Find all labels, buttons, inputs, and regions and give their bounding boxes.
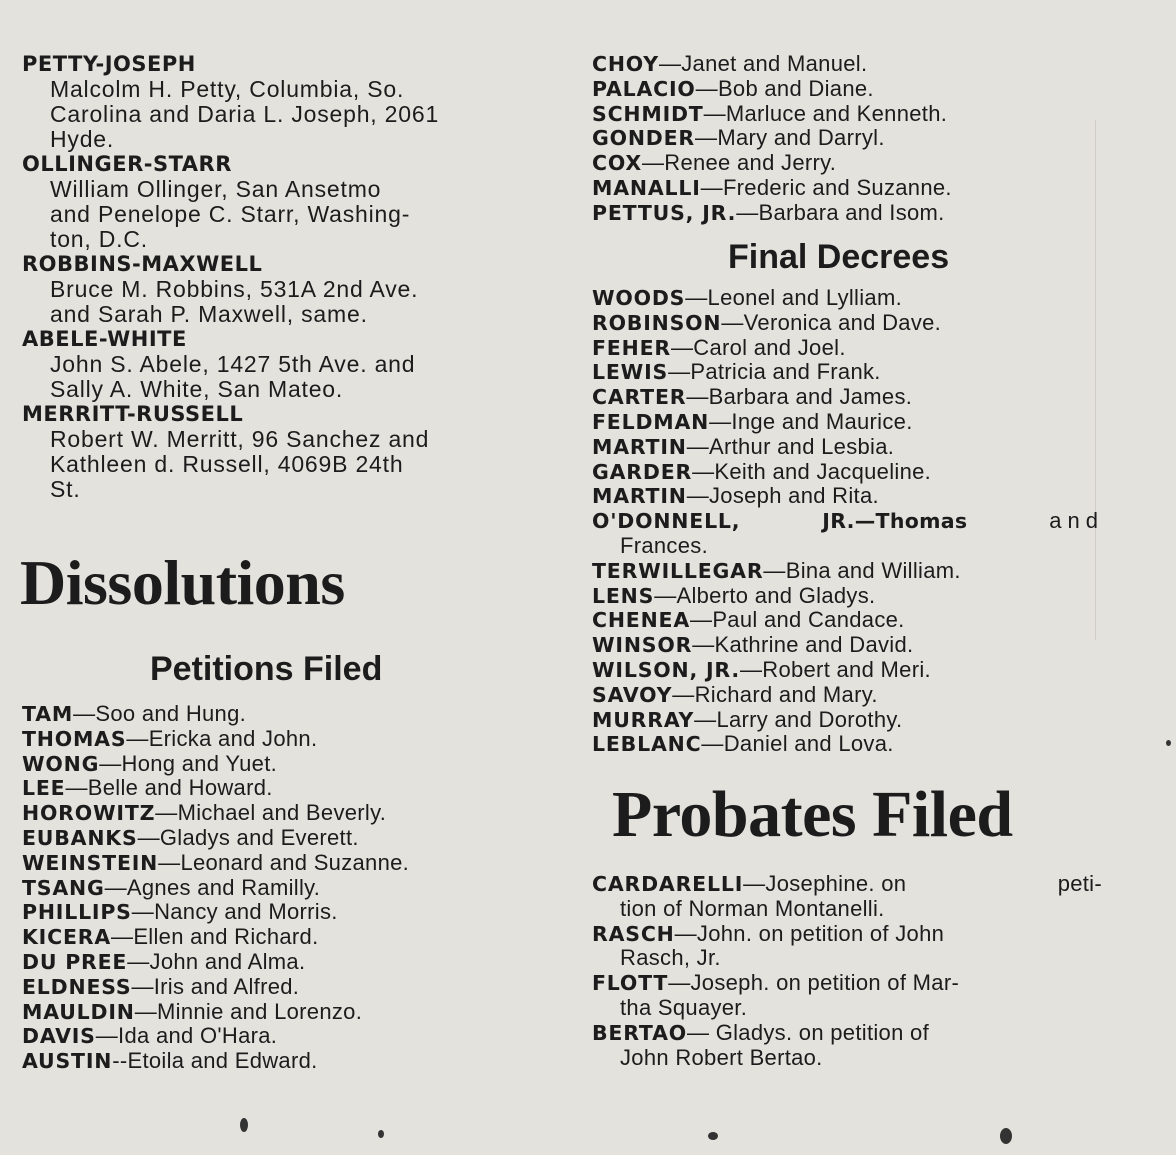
entry-detail: —Robert and Meri. — [739, 656, 931, 682]
entry-name: DU PREE — [22, 949, 128, 974]
list-item — [22, 727, 542, 752]
list-item — [592, 201, 1104, 226]
final-decrees-list — [592, 286, 1104, 757]
entry-name: GARDER — [592, 459, 693, 484]
list-item — [592, 311, 1104, 336]
probates-filed-heading: Probates Filed — [612, 778, 1013, 851]
entry-detail: —Iris and Alfred. — [131, 973, 300, 999]
entry-name: WONG — [22, 751, 100, 776]
list-item — [592, 360, 1104, 385]
list-item — [592, 971, 1102, 996]
entry-name: GONDER — [592, 126, 696, 151]
list-item — [592, 484, 1104, 509]
entry-detail: —Leonard and Suzanne. — [158, 849, 410, 875]
entry-name: TAM — [22, 702, 74, 726]
list-item-continuation: tha Squayer. — [620, 994, 748, 1020]
entry-name: DAVIS — [22, 1024, 96, 1049]
entry-detail: —Gladys and Everett. — [137, 824, 359, 850]
entry-name: MARTIN — [592, 484, 687, 509]
list-item — [22, 801, 542, 826]
dissolutions-heading: Dissolutions — [20, 547, 345, 618]
entry-name: TERWILLEGAR — [592, 558, 764, 583]
entry-name: THOMAS — [22, 726, 127, 751]
list-item — [592, 460, 1104, 485]
entry-detail-line: Bruce M. Robbins, 531A 2nd Ave. — [50, 276, 419, 302]
list-item — [22, 1024, 542, 1049]
entry-name: PHILLIPS — [22, 900, 132, 925]
entry-name: BERTAO — [592, 1020, 687, 1045]
entry-detail: —Keith and Jacqueline. — [692, 458, 932, 484]
entry-detail: —Marluce and Kenneth. — [703, 100, 948, 126]
entry-detail: —Carol and Joel. — [670, 334, 846, 360]
list-item — [22, 900, 542, 925]
entry-detail: —Richard and Mary. — [672, 681, 878, 707]
list-item — [592, 336, 1104, 361]
list-item-continuation: tion of Norman Montanelli. — [620, 895, 885, 921]
entry-detail: —Larry and Dorothy. — [694, 706, 903, 732]
entry-name: TSANG — [22, 875, 105, 900]
entry-detail: —Bina and William. — [763, 557, 961, 583]
list-item — [22, 702, 542, 727]
list-item — [592, 683, 1104, 708]
entry-name: ROBBINS-MAXWELL — [22, 252, 263, 276]
entry-detail: —Kathrine and David. — [692, 632, 914, 658]
entry-detail-line: Sally A. White, San Mateo. — [50, 376, 344, 402]
entry-name: FLOTT — [592, 971, 669, 996]
list-item — [592, 410, 1104, 435]
marriage-entry — [22, 252, 552, 327]
entry-detail-line: St. — [50, 476, 81, 502]
ink-speck — [240, 1118, 248, 1132]
entry-name: MURRAY — [592, 707, 695, 732]
entry-name: FELDMAN — [592, 409, 710, 434]
entry-detail: —Josephine. on — [743, 871, 907, 896]
entry-name: CHOY — [592, 52, 659, 76]
entry-detail: —Ida and O'Hara. — [95, 1023, 278, 1049]
entry-name: PALACIO — [592, 76, 696, 101]
list-item — [592, 608, 1104, 633]
entry-name: FEHER — [592, 335, 671, 360]
list-item — [592, 77, 1104, 102]
entry-name: EUBANKS — [22, 825, 138, 850]
list-item — [22, 752, 542, 777]
marriage-entry — [22, 52, 552, 152]
entry-detail: —Nancy and Morris. — [131, 899, 338, 925]
list-item — [592, 385, 1104, 410]
ink-speck — [708, 1132, 718, 1140]
ink-speck — [378, 1130, 384, 1138]
entry-detail: --Etoila and Edward. — [112, 1048, 318, 1074]
entry-detail: —Mary and Darryl. — [695, 125, 885, 151]
entry-detail: and — [1049, 508, 1104, 534]
entry-detail: peti- — [1057, 871, 1102, 896]
entry-name: WILSON, JR. — [592, 657, 740, 682]
ink-speck — [1000, 1128, 1012, 1144]
final-decrees-heading: Final Decrees — [728, 238, 950, 276]
entry-name: SCHMIDT — [592, 101, 704, 126]
entry-name: CARTER — [592, 385, 687, 410]
list-item-continuation: John Robert Bertao. — [620, 1044, 823, 1070]
entry-detail: —Bob and Diane. — [695, 75, 874, 101]
entry-detail: —Paul and Candace. — [690, 607, 905, 633]
entry-detail: —Michael and Beverly. — [155, 800, 387, 826]
entry-name: AUSTIN — [22, 1049, 113, 1074]
list-item — [22, 975, 542, 1000]
list-item — [592, 633, 1104, 658]
list-item — [592, 922, 1102, 947]
entry-name: HOROWITZ — [22, 801, 156, 826]
marriage-entry — [22, 402, 552, 502]
entry-name: CHENEA — [592, 608, 691, 633]
entry-detail: —Renee and Jerry. — [641, 150, 837, 176]
entry-detail: —Ellen and Richard. — [111, 924, 319, 950]
marriage-entry — [22, 152, 552, 252]
entry-name: SAVOY — [592, 682, 673, 707]
entry-detail: —Joseph. on petition of Mar- — [668, 970, 960, 996]
entry-name: LENS — [592, 583, 655, 608]
list-item — [22, 776, 542, 801]
entry-name: LEBLANC — [592, 732, 702, 757]
list-item — [22, 950, 542, 975]
entry-detail-line: Malcolm H. Petty, Columbia, So. — [50, 76, 405, 102]
entry-detail: —Soo and Hung. — [73, 701, 247, 726]
petitions-list — [22, 702, 542, 1074]
entry-detail: —Veronica and Dave. — [721, 309, 942, 335]
entry-name: ABELE-WHITE — [22, 327, 187, 351]
list-item — [22, 1049, 542, 1074]
list-item — [592, 151, 1104, 176]
entry-name: LEWIS — [592, 360, 669, 385]
entry-detail: —John. on petition of John — [674, 920, 945, 946]
entry-name: MAULDIN — [22, 999, 135, 1024]
list-item — [592, 732, 1104, 757]
list-item — [592, 872, 1102, 897]
entry-detail: —Belle and Howard. — [65, 775, 273, 801]
list-item — [22, 826, 542, 851]
entry-detail: —Inge and Maurice. — [709, 408, 913, 434]
entry-detail: —Daniel and Lova. — [701, 731, 894, 757]
final-decrees-group — [592, 286, 1104, 509]
entry-name: ROBINSON — [592, 310, 722, 335]
entry-detail: —Alberto and Gladys. — [654, 582, 876, 608]
entry-detail: —Ericka and John. — [126, 725, 318, 751]
entry-detail-line: ton, D.C. — [50, 226, 148, 252]
list-item — [592, 52, 1104, 77]
entry-detail: —Barbara and James. — [686, 384, 913, 410]
list-item — [22, 1000, 542, 1025]
list-item — [22, 876, 542, 901]
entry-detail-line: and Penelope C. Starr, Washing- — [50, 201, 411, 227]
list-item — [592, 435, 1104, 460]
entry-detail: —Joseph and Rita. — [686, 483, 879, 509]
entry-detail-line: Robert W. Merritt, 96 Sanchez and — [50, 426, 430, 452]
list-item — [592, 102, 1104, 127]
entry-name: KICERA — [22, 925, 112, 950]
entry-detail-line: Hyde. — [50, 126, 115, 152]
entry-detail-line: William Ollinger, San Ansetmo — [50, 176, 382, 202]
list-item — [22, 851, 542, 876]
entry-name: RASCH — [592, 921, 675, 946]
entry-name: PETTUS, JR. — [592, 200, 737, 225]
entry-detail: —Arthur and Lesbia. — [686, 433, 895, 459]
entry-detail-line: Kathleen d. Russell, 4069B 24th — [50, 451, 404, 477]
entry-name: WEINSTEIN — [22, 850, 159, 875]
entry-name: MERRITT-RUSSELL — [22, 402, 244, 426]
list-item-continuation: Rasch, Jr. — [620, 945, 721, 971]
list-item — [592, 559, 1104, 584]
entry-name: PETTY-JOSEPH — [22, 52, 196, 76]
entry-name: WINSOR — [592, 633, 693, 658]
petitions-filed-heading: Petitions Filed — [150, 650, 383, 688]
entry-name: LEE — [22, 776, 66, 801]
list-item — [592, 584, 1104, 609]
entry-detail: —Janet and Manuel. — [658, 51, 868, 76]
entry-name: COX — [592, 151, 642, 176]
right-top-list — [592, 52, 1104, 226]
list-item — [592, 286, 1104, 311]
entry-detail: —Leonel and Lylliam. — [685, 285, 903, 310]
marriage-licenses-list — [22, 52, 552, 502]
entry-name: OLLINGER-STARR — [22, 152, 232, 176]
entry-detail-line: Carolina and Daria L. Joseph, 2061 — [50, 101, 440, 127]
list-item — [592, 1021, 1102, 1046]
entry-detail: —Patricia and Frank. — [668, 359, 881, 385]
entry-detail: —John and Alma. — [127, 948, 306, 974]
entry-name: MARTIN — [592, 434, 687, 459]
final-decrees-group — [592, 559, 1104, 757]
list-item-continuation: Frances. — [620, 532, 708, 558]
entry-name: CARDARELLI — [592, 872, 744, 896]
list-item — [592, 708, 1104, 733]
entry-detail: — Gladys. on petition of — [686, 1019, 929, 1045]
entry-detail: —Hong and Yuet. — [99, 750, 278, 776]
list-item — [592, 126, 1104, 151]
entry-detail: —Frederic and Suzanne. — [700, 174, 952, 200]
probates-list — [592, 872, 1102, 1070]
list-item — [592, 658, 1104, 683]
ink-speck — [1166, 740, 1171, 746]
entry-name: O'DONNELL, — [592, 509, 741, 534]
entry-detail: —Minnie and Lorenzo. — [134, 998, 363, 1024]
list-item — [22, 925, 542, 950]
list-item — [592, 176, 1104, 201]
marriage-entry — [22, 327, 552, 402]
list-item — [592, 509, 1104, 534]
entry-detail-line: John S. Abele, 1427 5th Ave. and — [50, 351, 416, 377]
entry-detail: —Barbara and Isom. — [736, 199, 945, 225]
entry-detail: JR.—Thomas — [822, 509, 968, 534]
entry-detail: —Agnes and Ramilly. — [104, 874, 321, 900]
entry-name: ELDNESS — [22, 974, 132, 999]
entry-detail-line: and Sarah P. Maxwell, same. — [50, 301, 368, 327]
entry-name: MANALLI — [592, 175, 701, 200]
entry-name: WOODS — [592, 286, 686, 310]
